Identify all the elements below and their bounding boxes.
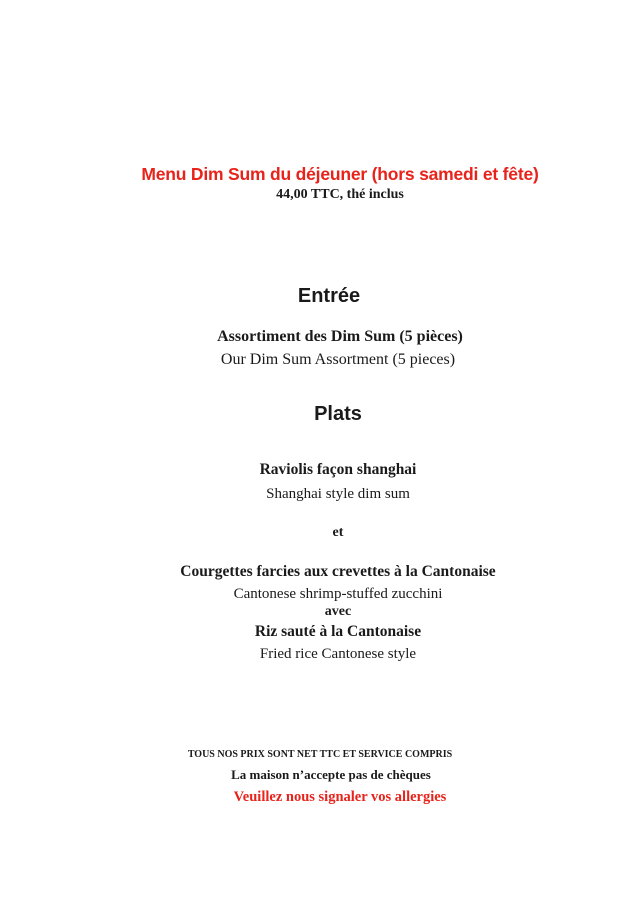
plat-item-french: Riz sauté à la Cantonaise [254, 623, 422, 640]
entree-item-english: Our Dim Sum Assortment (5 pieces) [220, 351, 456, 368]
section-heading-entree: Entrée [297, 285, 361, 307]
plat-item-english: Fried rice Cantonese style [259, 646, 417, 662]
plat-item-english: Shanghai style dim sum [266, 486, 410, 502]
footer-prices-note: TOUS NOS PRIX SONT NET TTC ET SERVICE COMPRIS [187, 749, 453, 760]
entree-item-french: Assortiment des Dim Sum (5 pièces) [217, 328, 463, 345]
menu-title: Menu Dim Sum du déjeuner (hors samedi et fête) [141, 164, 539, 184]
plat-item-english: Cantonese shrimp-stuffed zucchini [233, 586, 443, 602]
section-heading-plats: Plats [314, 403, 362, 425]
connector-avec: avec [324, 604, 352, 619]
menu-price: 44,00 TTC, thé inclus [276, 187, 404, 202]
connector-et: et [332, 525, 344, 540]
footer-allergies-note: Veuillez nous signaler vos allergies [233, 789, 447, 805]
plat-item-french: Raviolis façon shanghai [259, 461, 417, 478]
footer-cheques-note: La maison n’accepte pas de chèques [231, 767, 431, 782]
plat-item-french: Courgettes farcies aux crevettes à la Cantonaise [180, 563, 496, 580]
